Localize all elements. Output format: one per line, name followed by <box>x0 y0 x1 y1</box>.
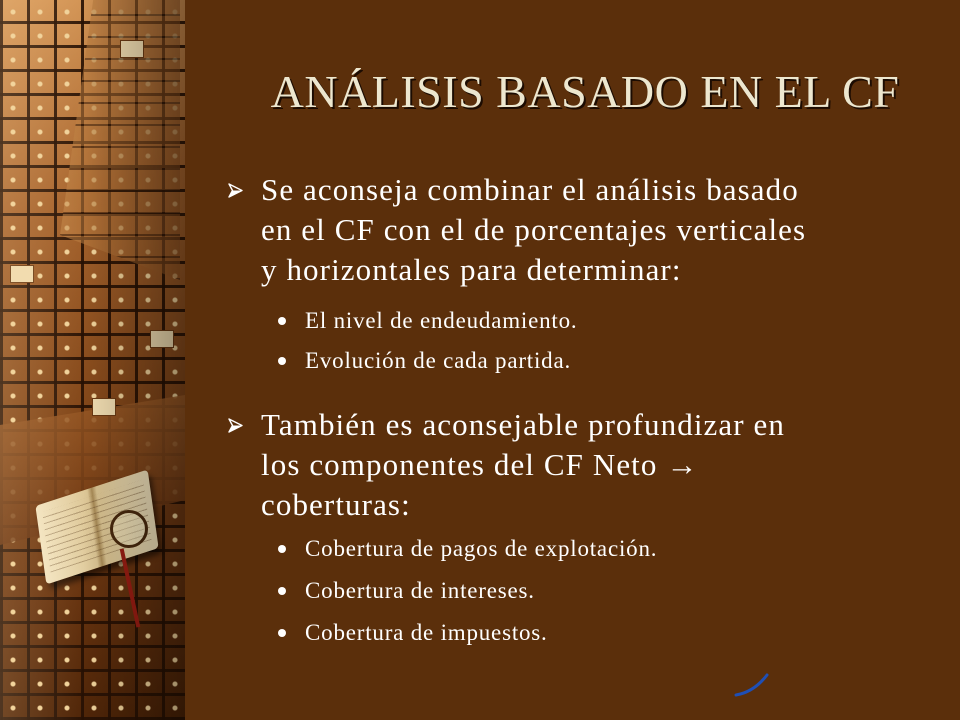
sub-bullet-text: Cobertura de intereses. <box>305 578 535 603</box>
bullet-text <box>261 170 806 290</box>
bullet-text <box>261 405 785 525</box>
bullet-line: También es aconsejable profundizar en <box>261 407 785 442</box>
dot-bullet-icon <box>278 587 286 595</box>
bullet-line: Se aconseja combinar el análisis basado <box>261 172 799 207</box>
bullet-line: los componentes del CF Neto → <box>261 447 699 482</box>
blue-swoosh-icon <box>730 670 772 700</box>
dot-bullet-icon <box>278 317 286 325</box>
sub-bullet-text: Evolución de cada partida. <box>305 348 572 373</box>
dot-bullet-icon <box>278 357 286 365</box>
sub-bullet-text: El nivel de endeudamiento. <box>305 308 578 333</box>
photo-shading <box>0 0 185 720</box>
arrow-bullet-icon <box>228 183 243 198</box>
bullet-line: coberturas: <box>261 487 411 522</box>
dot-bullet-icon <box>278 629 286 637</box>
sub-bullet-text: Cobertura de pagos de explotación. <box>305 536 658 561</box>
bullet-line: y horizontales para determinar: <box>261 252 682 287</box>
slide-title: ANÁLISIS BASADO EN EL CF <box>270 66 900 117</box>
arrow-bullet-icon <box>228 418 243 433</box>
bullet-line: en el CF con el de porcentajes verticales <box>261 212 807 247</box>
sub-bullet-text: Cobertura de impuestos. <box>305 620 548 645</box>
library-drawers-image <box>0 0 185 720</box>
dot-bullet-icon <box>278 545 286 553</box>
